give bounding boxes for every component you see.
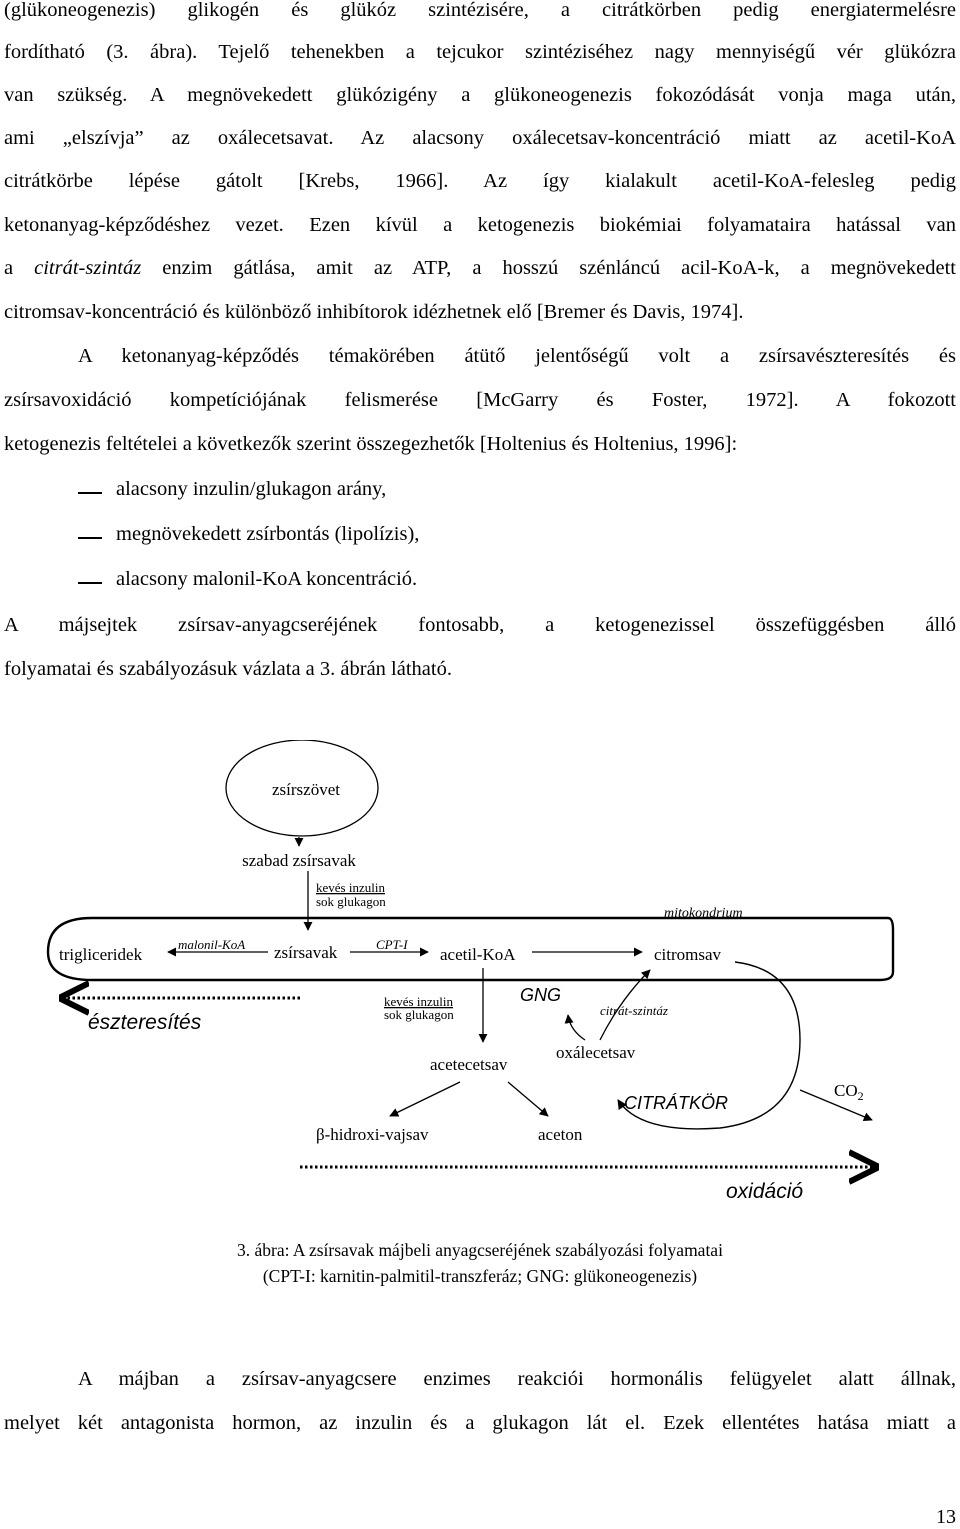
text-run: enzim gátlása, amit az ATP, a hosszú szénláncú acil-KoA-k, a megnövekedett	[141, 257, 956, 279]
text-line: fordítható (3. ábra). Tejelő tehenekben a tejcukor szintéziséhez nagy mennyiségű vér glükózra	[4, 41, 956, 63]
text-line: ketogenezis feltételei a következők szerint összegezhetők [Holtenius és Holtenius, 1996]:	[4, 433, 738, 455]
dash-bullet	[78, 582, 102, 584]
label-oxalecetsav: oxálecetsav	[556, 1043, 636, 1062]
label-malonil-koa: malonil-KoA	[178, 937, 246, 952]
list-item	[74, 523, 419, 546]
label-oxidacio: oxidáció	[726, 1180, 804, 1203]
label-mid-hormone-1: kevés inzulin	[384, 994, 453, 1009]
label-cpt1: CPT-I	[376, 937, 408, 952]
co2-subscript: 2	[857, 1089, 864, 1103]
list-item-text: alacsony malonil-KoA koncentráció.	[116, 568, 418, 590]
list-item	[74, 478, 386, 501]
text-line: ami „elszívja” az oxálecetsavat. Az alacsony oxálecetsav-koncentráció miatt az acetil-KoA	[4, 127, 956, 149]
label-hidroxi-vajsav: β-hidroxi-vajsav	[316, 1125, 429, 1144]
label-szabad-zsirsavak: szabad zsírsavak	[242, 851, 356, 870]
figure-caption-line1: 3. ábra: A zsírsavak májbeli anyagcseréjének szabályozási folyamatai	[237, 1240, 723, 1260]
label-gng: GNG	[520, 985, 562, 1005]
arrow-to-aceton	[508, 1082, 548, 1116]
metabolism-diagram	[0, 740, 960, 1220]
text-line: (glükoneogenezis) glikogén és glükóz szintézisére, a citrátkörben pedig energiatermelésre	[4, 0, 956, 21]
text-line: zsírsavoxidáció kompetíciójának felismerése [McGarry és Foster, 1972]. A fokozott	[4, 389, 956, 411]
text-line: A májban a zsírsav-anyagcsere enzimes reakciói hormonális felügyelet alatt állnak,	[78, 1368, 956, 1390]
label-acetil-koa: acetil-KoA	[440, 945, 516, 964]
arrow-to-hidroxi-vajsav	[390, 1082, 460, 1116]
dash-bullet	[78, 537, 102, 539]
list-item	[74, 568, 417, 591]
text-line: A ketonanyag-képződés témakörében átütő jelentőségű volt a zsírsavészteresítés és	[78, 345, 956, 367]
label-co2	[834, 1081, 864, 1103]
text-line	[4, 257, 956, 287]
co2-base: CO	[834, 1081, 858, 1100]
text-line: folyamatai és szabályozásuk vázlata a 3. ábrán látható.	[4, 658, 452, 680]
arrow-gng	[568, 1015, 585, 1040]
label-top-hormone-1: kevés inzulin	[316, 880, 385, 895]
label-citratkor: CITRÁTKÖR	[624, 1093, 729, 1113]
label-eszteresites: észteresítés	[88, 1011, 202, 1034]
text-run: a	[4, 257, 35, 279]
label-acetecetsav: acetecetsav	[430, 1055, 508, 1074]
label-trigliceridek: trigliceridek	[59, 945, 143, 964]
dash-bullet	[78, 492, 102, 494]
text-line: melyet két antagonista hormon, az inzulin és a glukagon lát el. Ezek ellentétes hatása miatt a	[4, 1412, 956, 1434]
text-line: A májsejtek zsírsav-anyagcseréjének fontosabb, a ketogenezissel összefüggésben álló	[4, 614, 956, 636]
figure-caption-line2: (CPT-I: karnitin-palmitil-transzferáz; GNG: glükoneogenezis)	[262, 1266, 698, 1286]
label-mitokondrium: mitokondrium	[664, 906, 743, 921]
text-line: van szükség. A megnövekedett glükózigény a glükoneogenezis fokozódását vonja maga után,	[4, 84, 956, 106]
label-zsirsavak: zsírsavak	[274, 943, 338, 962]
page-number: 13	[936, 1506, 956, 1528]
list-item-text: megnövekedett zsírbontás (lipolízis),	[116, 523, 420, 545]
diagram-svg	[0, 740, 960, 1220]
list-item-text: alacsony inzulin/glukagon arány,	[116, 478, 387, 500]
label-citromsav: citromsav	[654, 945, 722, 964]
label-citrat-szintaz: citrát-szintáz	[600, 1003, 668, 1018]
text-line: ketonanyag-képződéshez vezet. Ezen kívül a ketogenezis biokémiai folyamataira hatással van	[4, 214, 956, 236]
text-line: citrátkörbe lépése gátolt [Krebs, 1966]. Az így kialakult acetil-KoA-felesleg pedig	[4, 170, 956, 192]
italic-term: citrát-szintáz	[34, 257, 142, 279]
text-line: citromsav-koncentráció és különböző inhibítorok idézhetnek elő [Bremer és Davis, 1974].	[4, 301, 744, 323]
label-mid-hormone-2: sok glukagon	[384, 1007, 454, 1022]
label-top-hormone-2: sok glukagon	[316, 894, 386, 909]
label-zsirszovet: zsírszövet	[272, 780, 340, 799]
label-aceton: aceton	[538, 1125, 583, 1144]
